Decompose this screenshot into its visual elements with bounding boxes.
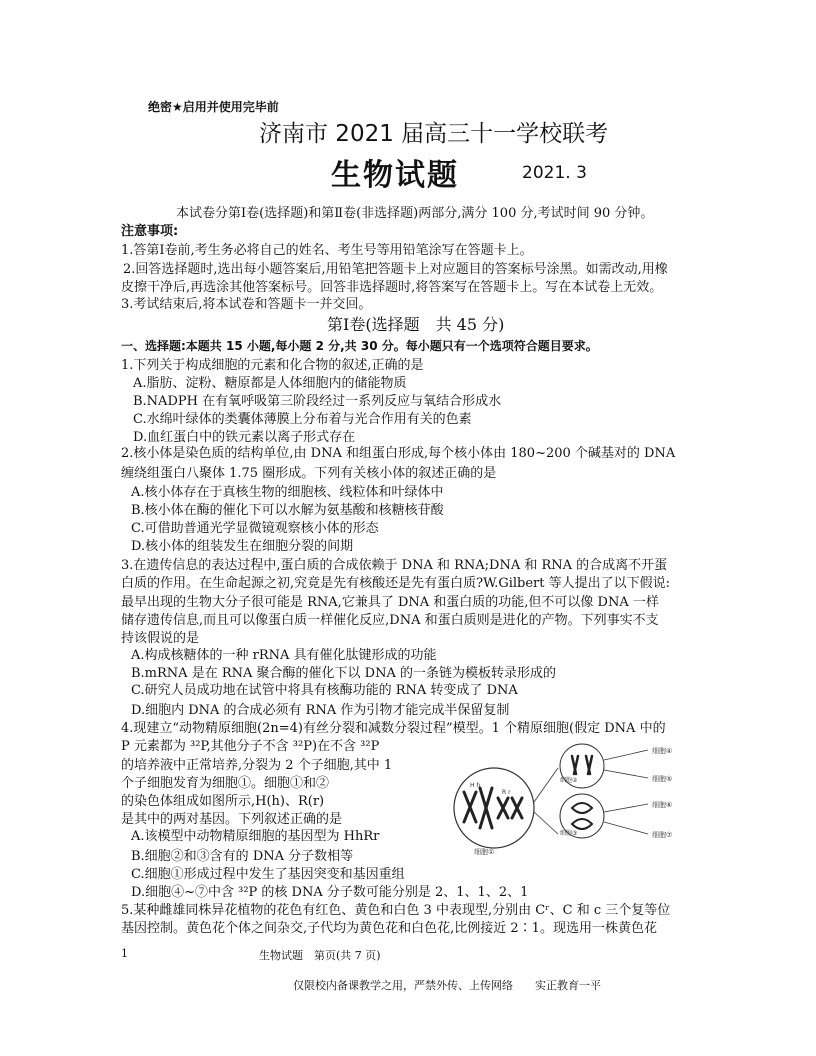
q4-stem-line5: 的染色体组成如图所示,H(h)、R(r)	[121, 794, 325, 809]
section1-instruction: 一、选择题:本题共 15 小题,每小题 2 分,共 30 分。每小题只有一个选项符合题目要求。	[121, 339, 598, 353]
cell3-chromosomes	[572, 803, 592, 829]
cell1-label: 细胞①	[474, 848, 495, 856]
cell-division-figure	[452, 742, 704, 860]
q1-option-d: D.血红蛋白中的铁元素以离子形式存在	[133, 430, 356, 445]
notes-title: 注意事项:	[121, 224, 179, 239]
q3-stem-line4: 储存遗传信息,而且可以像蛋白质一样催化反应,DNA 和蛋白质则是进化的产物。下列事实不支	[121, 613, 659, 628]
section1-title: 第Ⅰ卷(选择题 共 45 分)	[327, 315, 505, 334]
note-item-2: 2.回答选择题时,选出每小题答案后,用铅笔把答题卡上对应题目的答案标号涂黑。如需改动,用橡	[123, 262, 668, 277]
q4-stem-line4: 个子细胞发育为细胞①。细胞①和②	[121, 776, 330, 791]
exam-title: 济南市 2021 届高三十一学校联考	[259, 121, 609, 147]
q5-stem-line1: 5.某种雌雄同株异花植物的花色有红色、黄色和白色 3 中表现型,分别由 Cʳ、C 和 c 三个复等位	[121, 903, 671, 918]
q4-stem-line6: 是其中的两对基因。下列叙述正确的是	[121, 812, 343, 827]
svg-text:R r: R r	[502, 789, 511, 796]
footer-note: 仅限校内备课教学之用，严禁外传、上传网络 实正教育一平	[293, 979, 601, 992]
q3-option-b: B.mRNA 是在 RNA 聚合酶的催化下以 DNA 的一条链为模板转录形成的	[131, 666, 556, 681]
subject-title: 生物试题	[331, 158, 459, 193]
q2-option-a: A.核小体存在于真核生物的细胞核、线粒体和叶绿体中	[131, 485, 444, 500]
cell5-label: 细胞⑤	[652, 775, 673, 783]
cell7-label: 细胞⑦	[652, 831, 673, 839]
arrow-to-cell3	[534, 812, 558, 834]
arrow-to-cell2	[534, 768, 558, 802]
cell1-drawing	[454, 768, 534, 848]
q2-stem-line2: 缠绕组蛋白八聚体 1.75 圈形成。下列有关核小体的叙述正确的是	[121, 466, 497, 481]
cell4-label: 细胞④	[652, 747, 673, 755]
q2-option-c: C.可借助普通光学显微镜观察核小体的形态	[131, 521, 379, 536]
q5-stem-line2: 基因控制。黄色花个体之间杂交,子代均为黄色花和白色花,比例接近 2∶1。现选用一株黄色花	[121, 921, 657, 936]
q3-stem-line2: 白质的作用。在生命起源之初,究竟是先有核酸还是先有蛋白质?W.Gilbert 等人提出了以下假说:	[121, 576, 670, 591]
intro-text: 本试卷分第Ⅰ卷(选择题)和第Ⅱ卷(非选择题)两部分,满分 100 分,考试时间 90 分钟。	[176, 206, 654, 221]
page-number: 1	[121, 947, 128, 960]
q3-option-a: A.构成核糖体的一种 rRNA 具有催化肽键形成的功能	[131, 648, 437, 663]
q4-option-d: D.细胞④~⑦中含 ³²P 的核 DNA 分子数可能分别是 2、1、1、2、1	[131, 885, 529, 900]
q4-option-a: A.该模型中动物精原细胞的基因型为 HhRr	[131, 829, 380, 844]
cell2-label: 细胞②	[560, 777, 578, 784]
q3-option-c: C.研究人员成功地在试管中将具有核酶功能的 RNA 转变成了 DNA	[131, 683, 518, 698]
confidential-mark: 绝密★启用并使用完毕前	[148, 100, 279, 114]
note-item-1: 1.答第Ⅰ卷前,考生务必将自己的姓名、考生号等用铅笔涂写在答题卡上。	[121, 243, 533, 258]
cell6-label: 细胞⑥	[652, 801, 673, 809]
exam-date: 2021. 3	[522, 163, 587, 183]
q4-stem-line3: 的培养液中正常培养,分裂为 2 个子细胞,其中 1	[121, 758, 393, 773]
q1-stem: 1.下列关于构成细胞的元素和化合物的叙述,正确的是	[121, 358, 424, 373]
q2-stem-line1: 2.核小体是染色质的结构单位,由 DNA 和组蛋白形成,每个核小体由 180~200 个碱基对的 DNA	[121, 446, 676, 461]
q1-option-a: A.脂肪、淀粉、糖原都是人体细胞内的储能物质	[133, 376, 407, 391]
q4-stem-line2: P 元素都为 ³²P,其他分子不含 ³²P)在不含 ³²P	[121, 739, 380, 754]
q4-stem-line1: 4.现建立“动物精原细胞(2n=4)有丝分裂和减数分裂过程”模型。1 个精原细胞(假定 DNA 中的	[121, 721, 666, 736]
q1-option-c: C.水绵叶绿体的类囊体薄膜上分布着与光合作用有关的色素	[133, 412, 472, 427]
cell3-label: 细胞③	[560, 830, 578, 837]
q3-option-d: D.细胞内 DNA 的合成必须有 RNA 作为引物才能完成半保留复制	[131, 703, 510, 718]
q3-stem-line5: 持该假说的是	[121, 631, 200, 646]
q2-option-d: D.核小体的组装发生在细胞分裂的间期	[131, 539, 354, 554]
footer-page-info: 生物试题 第页(共 7 页)	[259, 949, 381, 962]
note-item-2-cont: 皮擦干净后,再选涂其他答案标号。回答非选择题时,将答案写在答题卡上。写在本试卷上无效。	[121, 280, 663, 295]
q2-option-b: B.核小体在酶的催化下可以水解为氨基酸和核糖核苷酸	[131, 503, 444, 518]
q3-stem-line1: 3.在遗传信息的表达过程中,蛋白质的合成依赖于 DNA 和 RNA;DNA 和 RNA 的合成离不开蛋	[121, 558, 668, 573]
svg-text:H h: H h	[470, 782, 481, 789]
note-item-3: 3.考试结束后,将本试卷和答题卡一并交回。	[121, 297, 372, 312]
q1-option-b: B.NADPH 在有氧呼吸第三阶段经过一系列反应与氧结合形成水	[133, 394, 502, 409]
q3-stem-line3: 最早出现的生物大分子很可能是 RNA,它兼具了 DNA 和蛋白质的功能,但不可以像 DNA 一样	[121, 595, 659, 610]
q4-option-c: C.细胞①形成过程中发生了基因突变和基因重组	[131, 867, 405, 882]
q4-option-b: B.细胞②和③含有的 DNA 分子数相等	[131, 849, 354, 864]
